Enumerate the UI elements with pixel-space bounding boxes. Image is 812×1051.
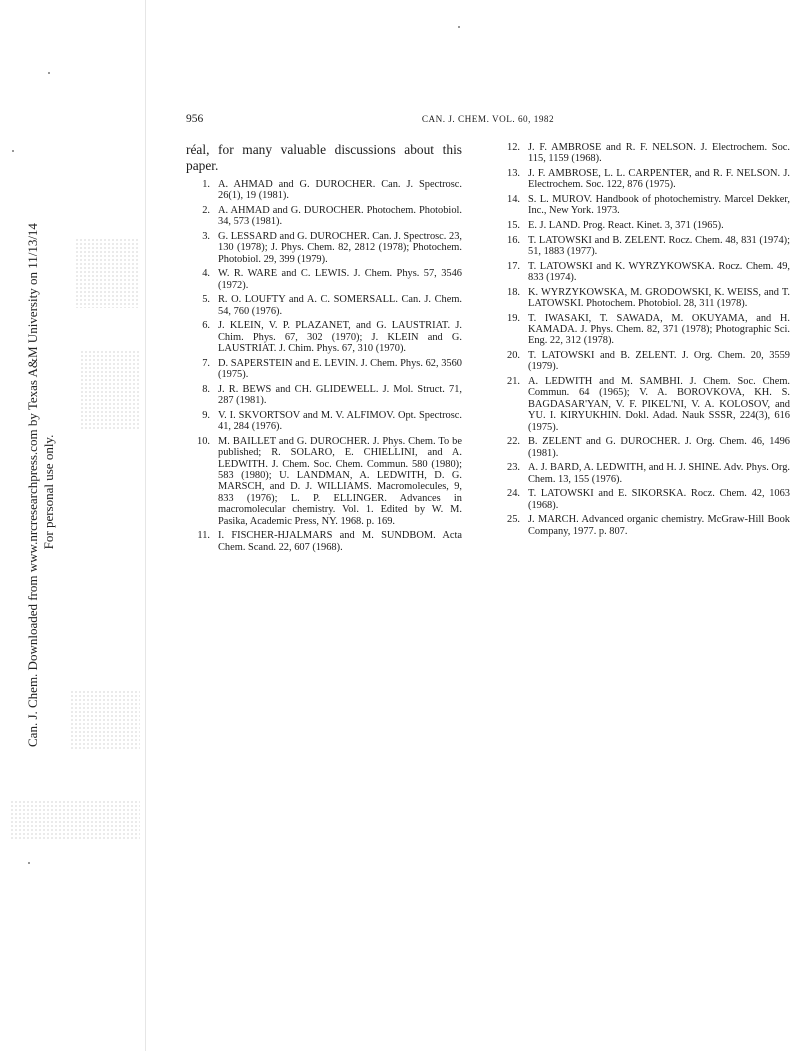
- reference-number: 21.: [507, 376, 520, 387]
- watermark-line-2: For personal use only.: [41, 434, 56, 550]
- reference-item: [496, 488, 790, 511]
- reference-item: [186, 231, 462, 265]
- reference-item: [496, 350, 790, 373]
- reference-item: [496, 436, 790, 459]
- reference-number: 1.: [202, 179, 210, 190]
- reference-item: [186, 179, 462, 202]
- reference-number: 9.: [202, 409, 210, 421]
- scan-artifact-dot: [28, 862, 30, 864]
- reference-text: T. LATOWSKI and E. SIKORSKA. Rocz. Chem. 42, 1063 (1968).: [528, 488, 790, 511]
- reference-item: [186, 358, 462, 381]
- scan-artifact-noise: [70, 690, 140, 750]
- reference-number: 19.: [507, 312, 520, 324]
- reference-text: M. BAILLET and G. DUROCHER. J. Phys. Chem. To be published; R. SOLARO, E. CHIELLINI, and A. LEDWITH. J. Chem. Soc. Chem. Commun. 580 (1980); 583 (1980); U. LANDMAN, A. LEDWITH, D. G. MARSCH, and D. J. WILLIAMS. Macromolecules, 9, 833 (1976); L. P. ELLINGER. Advances in macromolecular chemistry. Vol. 1. Edited by W. M. Pasika, Academic Press, NY. 1968. p. 169.: [218, 435, 462, 527]
- reference-item: [496, 514, 790, 537]
- reference-item: [496, 168, 790, 191]
- reference-text: A. J. BARD, A. LEDWITH, and H. J. SHINE. Adv. Phys. Org. Chem. 13, 155 (1976).: [528, 462, 790, 485]
- reference-text: E. J. LAND. Prog. React. Kinet. 3, 371 (1965).: [528, 220, 724, 231]
- reference-number: 5.: [202, 294, 210, 306]
- left-column: [186, 142, 462, 556]
- reference-number: 23.: [507, 462, 520, 474]
- reference-text: B. ZELENT and G. DUROCHER. J. Org. Chem. 46, 1496 (1981).: [528, 436, 790, 459]
- reference-item: [186, 410, 462, 433]
- reference-number: 8.: [202, 383, 210, 395]
- reference-number: 3.: [202, 231, 210, 242]
- reference-text: J. F. AMBROSE, L. L. CARPENTER, and R. F. NELSON. J. Electrochem. Soc. 122, 876 (1975).: [528, 168, 790, 191]
- watermark-line-1: Can. J. Chem. Downloaded from www.nrcresearchpress.com by Texas A&M University on 11/13/14: [25, 223, 40, 747]
- scan-artifact-noise: [10, 800, 140, 840]
- page-header: [186, 113, 790, 129]
- reference-list-right: [496, 142, 790, 537]
- reference-list-left: [186, 179, 462, 553]
- reference-number: 24.: [507, 488, 520, 500]
- reference-number: 4.: [202, 268, 210, 280]
- reference-number: 17.: [507, 260, 520, 272]
- reference-item: [496, 142, 790, 165]
- scan-artifact-dot: [48, 72, 50, 74]
- right-column: [496, 142, 790, 540]
- reference-number: 22.: [507, 436, 520, 448]
- reference-number: 6.: [202, 320, 210, 332]
- reference-number: 14.: [507, 194, 520, 205]
- reference-number: 16.: [507, 234, 520, 246]
- running-head: CAN. J. CHEM. VOL. 60, 1982: [421, 114, 555, 124]
- reference-text: T. LATOWSKI and B. ZELENT. J. Org. Chem. 20, 3559 (1979).: [528, 350, 790, 373]
- reference-text: R. O. LOUFTY and A. C. SOMERSALL. Can. J. Chem. 54, 760 (1976).: [218, 294, 462, 317]
- reference-number: 10.: [197, 435, 210, 447]
- reference-item: [186, 294, 462, 317]
- reference-item: [496, 194, 790, 217]
- reference-text: A. LEDWITH and M. SAMBHI. J. Chem. Soc. Chem. Commun. 64 (1965); V. A. BOROVKOVA, KH. S. BAGDASAR'YAN, V. F. PIKEL'NI, V. A. KOLOSOV, and YU. I. KIRYUKHIN. Dokl. Adad. Nauk SSSR, 224(3), 616 (1975).: [528, 376, 790, 433]
- reference-item: [496, 220, 790, 231]
- reference-item: [496, 462, 790, 485]
- reference-number: 13.: [507, 168, 520, 179]
- reference-text: D. SAPERSTEIN and E. LEVIN. J. Chem. Phys. 62, 3560 (1975).: [218, 357, 462, 381]
- reference-item: [186, 530, 462, 553]
- reference-text: J. F. AMBROSE and R. F. NELSON. J. Electrochem. Soc. 115, 1159 (1968).: [528, 142, 790, 165]
- page-number: 956: [186, 113, 204, 125]
- download-watermark: [25, 223, 57, 747]
- reference-item: [186, 436, 462, 527]
- reference-number: 18.: [507, 286, 520, 298]
- reference-text: J. R. BEWS and CH. GLIDEWELL. J. Mol. Struct. 71, 287 (1981).: [218, 383, 462, 407]
- reference-text: G. LESSARD and G. DUROCHER. Can. J. Spectrosc. 23, 130 (1978); J. Phys. Chem. 82, 2812 (1978); Photochem. Photobiol. 29, 399 (1979).: [218, 231, 462, 265]
- reference-number: 2.: [202, 205, 210, 216]
- reference-text: V. I. SKVORTSOV and M. V. ALFIMOV. Opt. Spectrosc. 41, 284 (1976).: [218, 409, 462, 433]
- reference-number: 25.: [507, 514, 520, 526]
- reference-item: [496, 261, 790, 284]
- reference-number: 12.: [507, 142, 520, 153]
- reference-item: [186, 384, 462, 407]
- reference-text: J. KLEIN, V. P. PLAZANET, and G. LAUSTRIAT. J. Chim. Phys. 67, 302 (1970); J. KLEIN and G. LAUSTRIAT. J. Chim. Phys. 67, 310 (1970).: [218, 320, 462, 355]
- scan-artifact-noise: [80, 350, 140, 430]
- scan-artifact-line: [145, 0, 146, 1051]
- reference-item: [186, 268, 462, 291]
- acknowledgement-text: réal, for many valuable discussions about this paper.: [186, 142, 462, 173]
- reference-number: 7.: [202, 357, 210, 369]
- scan-artifact-dot: [12, 150, 14, 152]
- reference-item: [496, 313, 790, 347]
- reference-text: K. WYRZYKOWSKA, M. GRODOWSKI, K. WEISS, and T. LATOWSKI. Photochem. Photobiol. 28, 311 (1978).: [528, 286, 790, 309]
- reference-text: J. MARCH. Advanced organic chemistry. McGraw-Hill Book Company, 1977. p. 807.: [528, 514, 790, 537]
- reference-item: [496, 376, 790, 433]
- reference-text: T. LATOWSKI and K. WYRZYKOWSKA. Rocz. Chem. 49, 833 (1974).: [528, 260, 790, 283]
- reference-number: 20.: [507, 350, 520, 361]
- reference-text: T. LATOWSKI and B. ZELENT. Rocz. Chem. 48, 831 (1974); 51, 1883 (1977).: [528, 234, 790, 257]
- scan-artifact-noise: [75, 238, 140, 308]
- reference-item: [496, 235, 790, 258]
- reference-text: A. AHMAD and G. DUROCHER. Photochem. Photobiol. 34, 573 (1981).: [218, 205, 462, 228]
- reference-number: 11.: [197, 530, 210, 542]
- reference-number: 15.: [507, 220, 520, 231]
- reference-text: W. R. WARE and C. LEWIS. J. Chem. Phys. 57, 3546 (1972).: [218, 268, 462, 291]
- reference-text: S. L. MUROV. Handbook of photochemistry. Marcel Dekker, Inc., New York. 1973.: [528, 194, 790, 217]
- reference-item: [186, 205, 462, 228]
- reference-text: I. FISCHER-HJALMARS and M. SUNDBOM. Acta Chem. Scand. 22, 607 (1968).: [218, 530, 462, 553]
- scan-artifact-dot: [458, 26, 460, 28]
- reference-item: [186, 320, 462, 354]
- reference-text: T. IWASAKI, T. SAWADA, M. OKUYAMA, and H. KAMADA. J. Phys. Chem. 82, 371 (1978); Photographic Sci. Eng. 22, 312 (1978).: [528, 312, 790, 347]
- reference-text: A. AHMAD and G. DUROCHER. Can. J. Spectrosc. 26(1), 19 (1981).: [218, 179, 462, 202]
- reference-item: [496, 287, 790, 310]
